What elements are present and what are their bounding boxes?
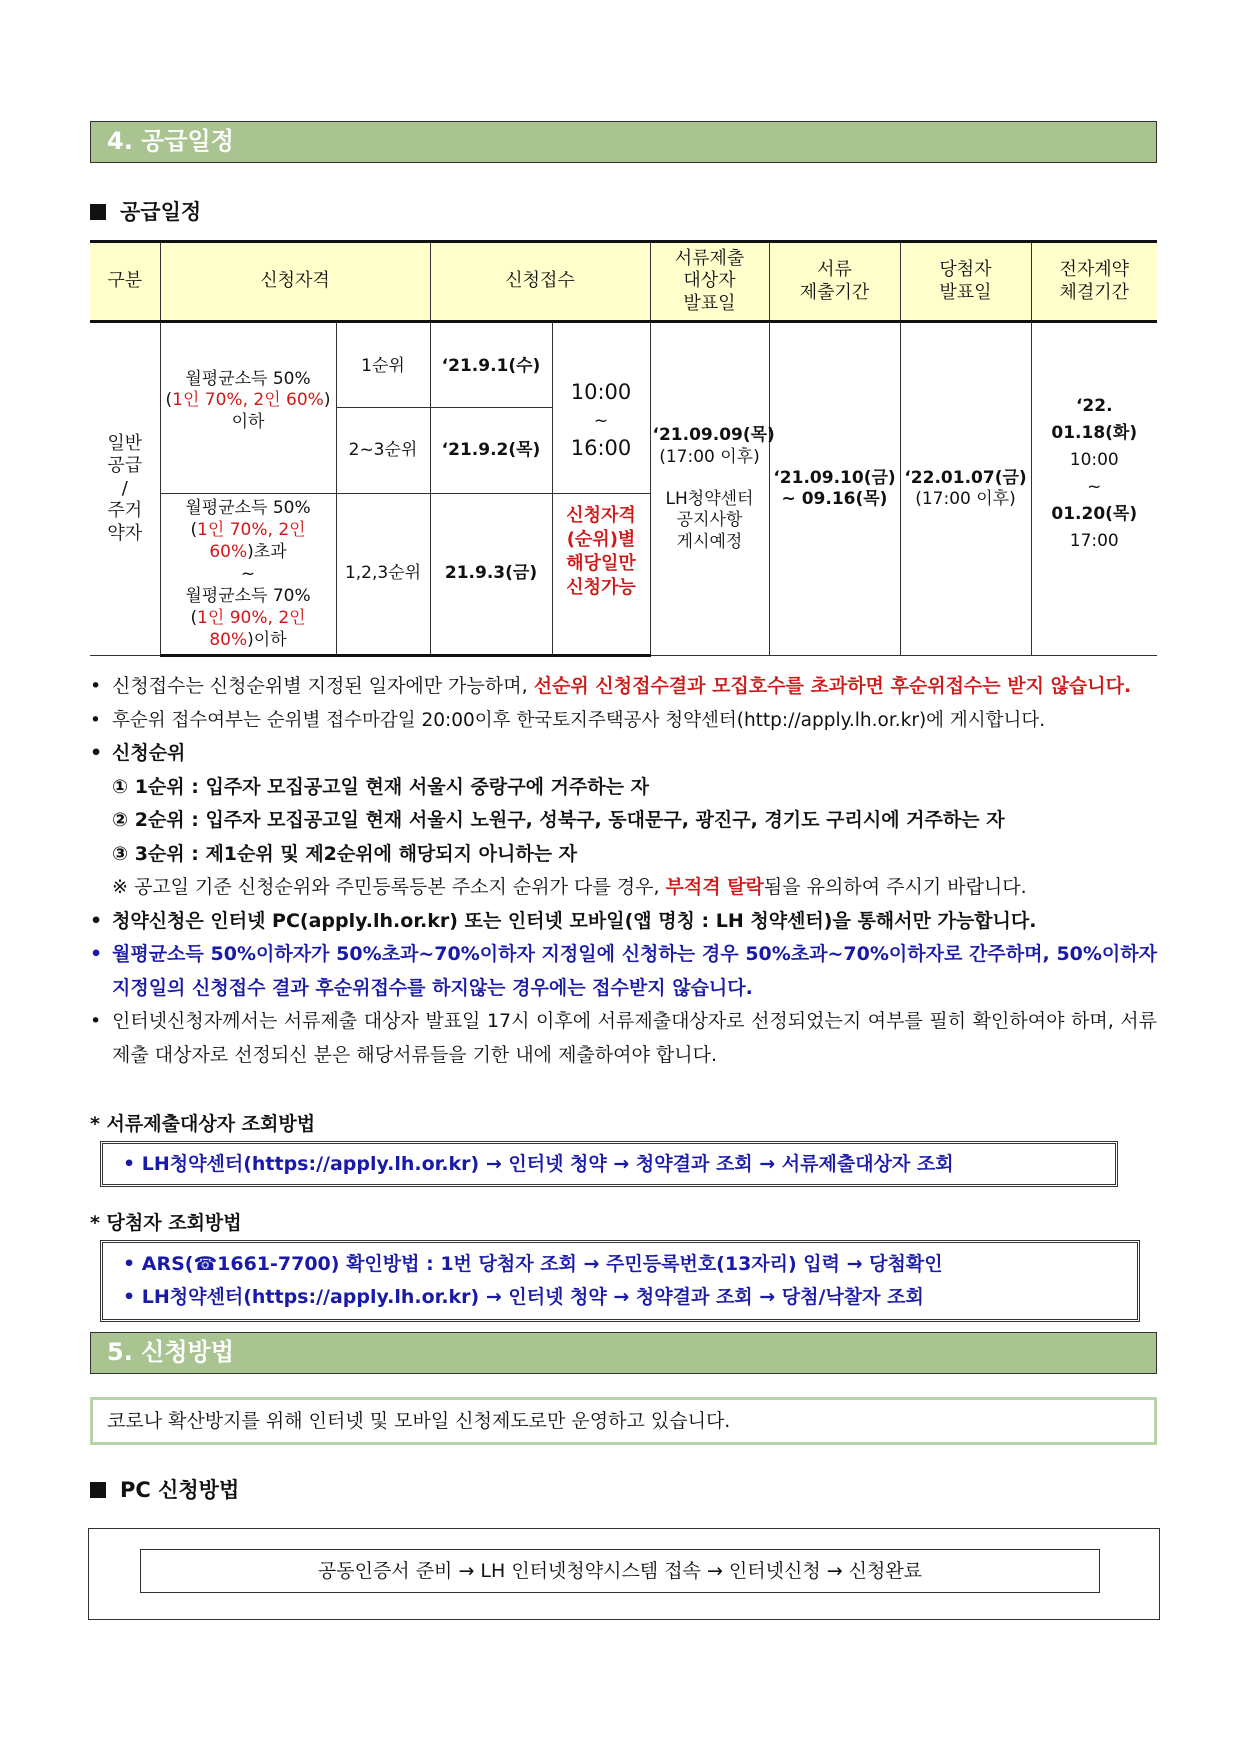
bullet-icon: •	[123, 1153, 142, 1175]
table-row	[90, 322, 1157, 408]
date-cell: ‘21.9.1(수)	[430, 322, 552, 408]
doc-check-box	[100, 1141, 1118, 1187]
winner-check-item: • LH청약센터(https://apply.lh.or.kr) → 인터넷 청약 → 청약결과 조회 → 당첨/낙찰자 조회	[123, 1286, 924, 1308]
note-item: • 청약신청은 인터넷 PC(apply.lh.or.kr) 또는 인터넷 모바일(앱 명칭 : LH 청약센터)을 통해서만 가능합니다.	[90, 905, 1157, 939]
header-qualification: 신청자격	[160, 242, 430, 322]
note-item: • 신청접수는 신청순위별 지정된 일자에만 가능하며, 선순위 신청접수결과 모집호수를 초과하면 후순위접수는 받지 않습니다.	[90, 670, 1157, 704]
pc-flow-box: 공동인증서 준비 → LH 인터넷청약시스템 접속 → 인터넷신청 → 신청완료	[140, 1549, 1100, 1593]
rank-cell: 2~3순위	[336, 408, 430, 494]
header-doc-period: 서류 제출기간	[769, 242, 900, 322]
note-item: • 월평균소득 50%이하자가 50%초과~70%이하자 지정일에 신청하는 경우 50%초과~70%이하자로 간주하며, 50%이하자 지정일의 신청접수 결과 후순위접수를 하지않는 경우에는 접수받지 않습니다.	[90, 938, 1157, 1005]
doc-check-item: LH청약센터(https://apply.lh.or.kr) → 인터넷 청약 → 청약결과 조회 → 서류제출대상자 조회	[141, 1153, 954, 1175]
qualification-group-1: 월평균소득 50% (1인 70%, 2인 60%) 이하	[160, 322, 336, 494]
winner-check-title: * 당첨자 조회방법	[90, 1212, 242, 1234]
notes-section	[90, 670, 1157, 1072]
section-4-title: 4. 공급일정	[90, 121, 1157, 163]
schedule-heading: 공급일정	[90, 196, 201, 226]
date-cell: ‘21.9.2(목)	[430, 408, 552, 494]
category-cell: 일반 공급 / 주거 약자	[90, 322, 160, 656]
qualification-group-2: 월평균소득 50% (1인 70%, 2인 60%)초과 ~ 월평균소득 70% (1인 90%, 2인 80%)이하	[160, 494, 336, 656]
rank-2-rule: ② 2순위 : 입주자 모집공고일 현재 서울시 노원구, 성북구, 동대문구, 광진구, 경기도 구리시에 거주하는 자	[112, 809, 1005, 831]
time-cell: 10:00 ~ 16:00	[552, 322, 650, 494]
rank-cell: 1,2,3순위	[336, 494, 430, 656]
winner-check-item: • ARS(☎1661-7700) 확인방법 : 1번 당첨자 조회 → 주민등록번호(13자리) 입력 → 당첨확인	[123, 1253, 943, 1275]
header-category: 구분	[90, 242, 160, 322]
covid-note-box: 코로나 확산방지를 위해 인터넷 및 모바일 신청제도로만 운영하고 있습니다.	[90, 1397, 1157, 1445]
header-doc-announce: 서류제출 대상자 발표일	[650, 242, 769, 322]
winner-check-box	[100, 1240, 1140, 1322]
doc-period-cell: ‘21.09.10(금) ~ 09.16(목)	[769, 322, 900, 656]
header-winner: 당첨자 발표일	[900, 242, 1031, 322]
contract-cell: ‘22. 01.18(화) 10:00 ~ 01.20(목) 17:00	[1031, 322, 1157, 656]
date-cell: 21.9.3(금)	[430, 494, 552, 656]
header-contract: 전자계약 체결기간	[1031, 242, 1157, 322]
note-item: • 인터넷신청자께서는 서류제출 대상자 발표일 17시 이후에 서류제출대상자로 선정되었는지 여부를 필히 확인하여야 하며, 서류제출 대상자로 선정되신 분은 해당서류들을 기한 내에 제출하여야 합니다.	[90, 1005, 1157, 1072]
note-item: • 신청순위	[90, 737, 1157, 771]
warning-note: ※ 공고일 기준 신청순위와 주민등록등본 주소지 순위가 다를 경우, 부적격 탈락됨을 유의하여 주시기 바랍니다.	[112, 876, 1027, 898]
winner-cell: ‘22.01.07(금) (17:00 이후)	[900, 322, 1031, 656]
note-item: • 후순위 접수여부는 순위별 접수마감일 20:00이후 한국토지주택공사 청약센터(http://apply.lh.or.kr)에 게시합니다.	[90, 704, 1157, 738]
rank-1-rule: ① 1순위 : 입주자 모집공고일 현재 서울시 중랑구에 거주하는 자	[112, 775, 649, 798]
rank-3-rule: ③ 3순위 : 제1순위 및 제2순위에 해당되지 아니하는 자	[112, 842, 577, 865]
rank-cell: 1순위	[336, 322, 430, 408]
pc-heading: PC 신청방법	[90, 1474, 239, 1504]
square-bullet-icon	[90, 204, 106, 220]
doc-announce-cell: ‘21.09.09(목) (17:00 이후) LH청약센터 공지사항 게시예정	[650, 322, 769, 656]
time-note-cell: 신청자격 (순위)별 해당일만 신청가능	[552, 494, 650, 656]
table-header-row	[90, 242, 1157, 322]
square-bullet-icon	[90, 1482, 106, 1498]
section-5-title: 5. 신청방법	[90, 1332, 1157, 1374]
supply-schedule-table	[90, 240, 1157, 657]
header-application: 신청접수	[430, 242, 650, 322]
doc-check-title: * 서류제출대상자 조회방법	[90, 1113, 316, 1135]
